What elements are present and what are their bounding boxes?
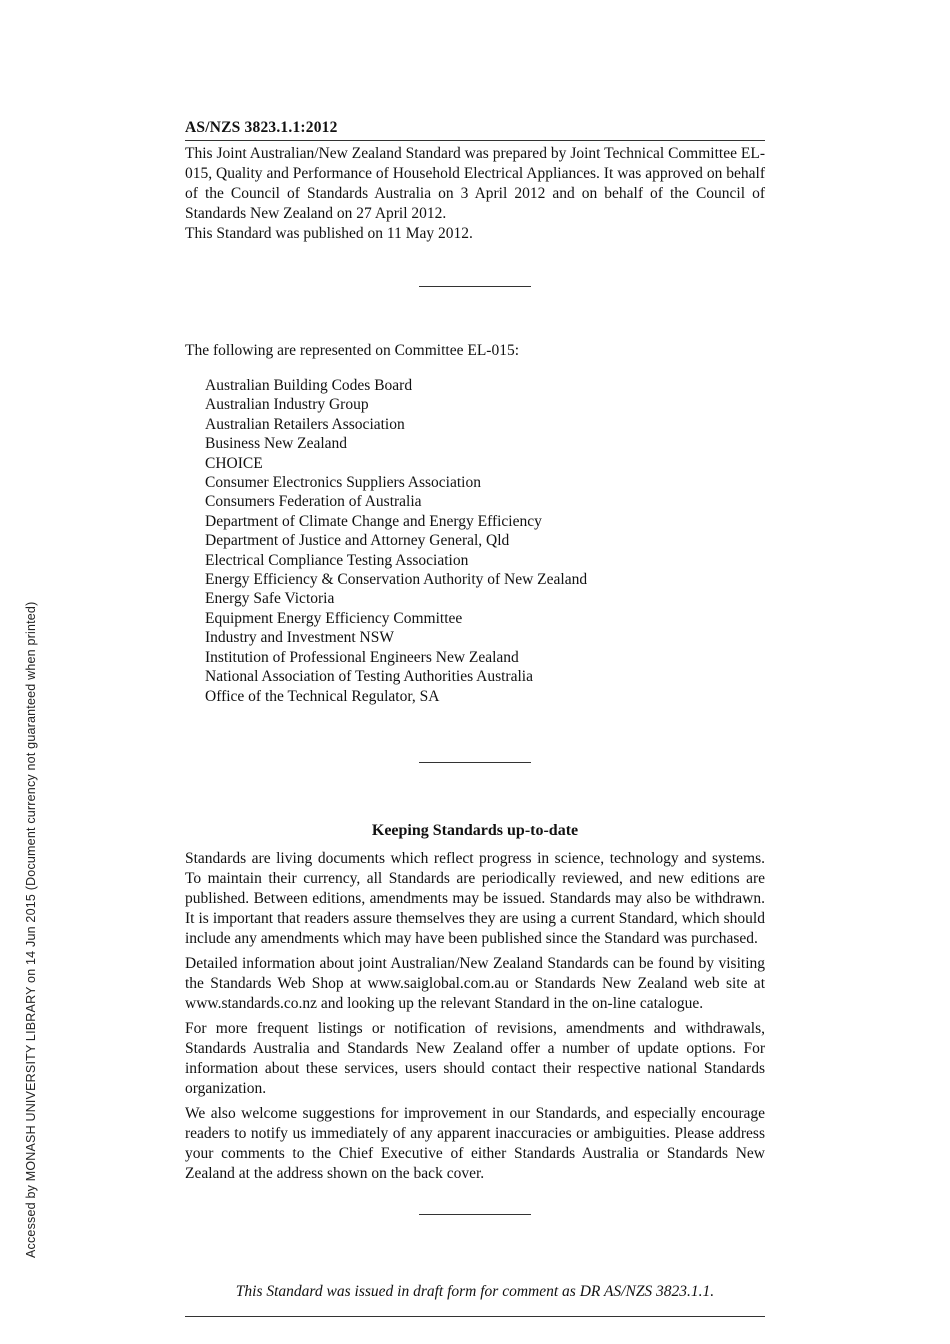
committee-member: Equipment Energy Efficiency Committee — [205, 609, 463, 627]
keeping-paragraph: For more frequent listings or notification of revisions, amendments and withdrawals, Standards Australia and Standards New Zealand offer a number of update options. For information about these services, users should contact their respective national Standards organization. — [185, 1019, 765, 1097]
keeping-standards-title: Keeping Standards up-to-date — [371, 821, 579, 839]
prepared-by-paragraph: This Joint Australian/New Zealand Standard was prepared by Joint Technical Committee EL-015, Quality and Performance of Household Electrical Appliances. It was approved on behalf of the Council of Standards Australia on 3 April 2012 and on behalf of the Council of Standards New Zealand on 27 April 2012. — [185, 145, 765, 222]
committee-member: Energy Safe Victoria — [205, 590, 335, 608]
committee-member: CHOICE — [205, 454, 263, 472]
footer-rule — [185, 1316, 765, 1317]
page-content — [185, 118, 765, 1320]
committee-member: Australian Industry Group — [205, 396, 369, 414]
section-divider-rule — [419, 1214, 531, 1215]
committee-member-list — [185, 376, 765, 706]
committee-intro: The following are represented on Committee EL-015: — [185, 342, 520, 359]
committee-member: Office of the Technical Regulator, SA — [205, 687, 440, 705]
keeping-paragraph: Detailed information about joint Australian/New Zealand Standards can be found by visiting the Standards Web Shop at www.saiglobal.com.au or Standards New Zealand web site at www.standards.co.nz and looking up the relevant Standard in the on-line catalogue. — [185, 954, 765, 1012]
header-rule — [185, 140, 765, 141]
standard-code: AS/NZS 3823.1.1:2012 — [185, 119, 338, 136]
keeping-paragraph: Standards are living documents which reflect progress in science, technology and systems. To maintain their currency, all Standards are periodically reviewed, and new editions are published. Between editions, amendments may be issued. Standards may also be withdrawn. It is important that readers assure themselves they are using a current Standard, which should include any amendments which may have been published since the Standard was purchased. — [185, 849, 765, 947]
committee-member: Department of Justice and Attorney General, Qld — [205, 532, 510, 550]
committee-member: Department of Climate Change and Energy Efficiency — [205, 512, 542, 530]
committee-member: National Association of Testing Authorities Australia — [205, 668, 533, 686]
published-line: This Standard was published on 11 May 2012. — [185, 225, 473, 242]
committee-member: Institution of Professional Engineers New Zealand — [205, 648, 519, 666]
committee-member: Energy Efficiency & Conservation Authority of New Zealand — [205, 571, 588, 589]
draft-comment-note: This Standard was issued in draft form for comment as DR AS/NZS 3823.1.1. — [235, 1282, 715, 1300]
committee-member: Industry and Investment NSW — [205, 629, 394, 647]
committee-member: Business New Zealand — [205, 435, 348, 453]
section-divider-rule — [419, 762, 531, 763]
committee-member: Australian Building Codes Board — [205, 377, 413, 394]
committee-member: Australian Retailers Association — [205, 415, 405, 433]
keeping-paragraph: We also welcome suggestions for improvement in our Standards, and especially encourage readers to notify us immediately of any apparent inaccuracies or ambiguities. Please address your comments to the Chief Executive of either Standards Australia or Standards New Zealand at the address shown on the back cover. — [185, 1104, 765, 1182]
committee-member: Consumers Federation of Australia — [205, 493, 422, 511]
committee-member: Consumer Electronics Suppliers Association — [205, 474, 481, 492]
committee-member: Electrical Compliance Testing Association — [205, 551, 469, 569]
section-divider-rule — [419, 286, 531, 287]
library-access-note: Accessed by MONASH UNIVERSITY LIBRARY on 14 Jun 2015 (Document currency not guaranteed when printed) — [24, 601, 38, 1258]
